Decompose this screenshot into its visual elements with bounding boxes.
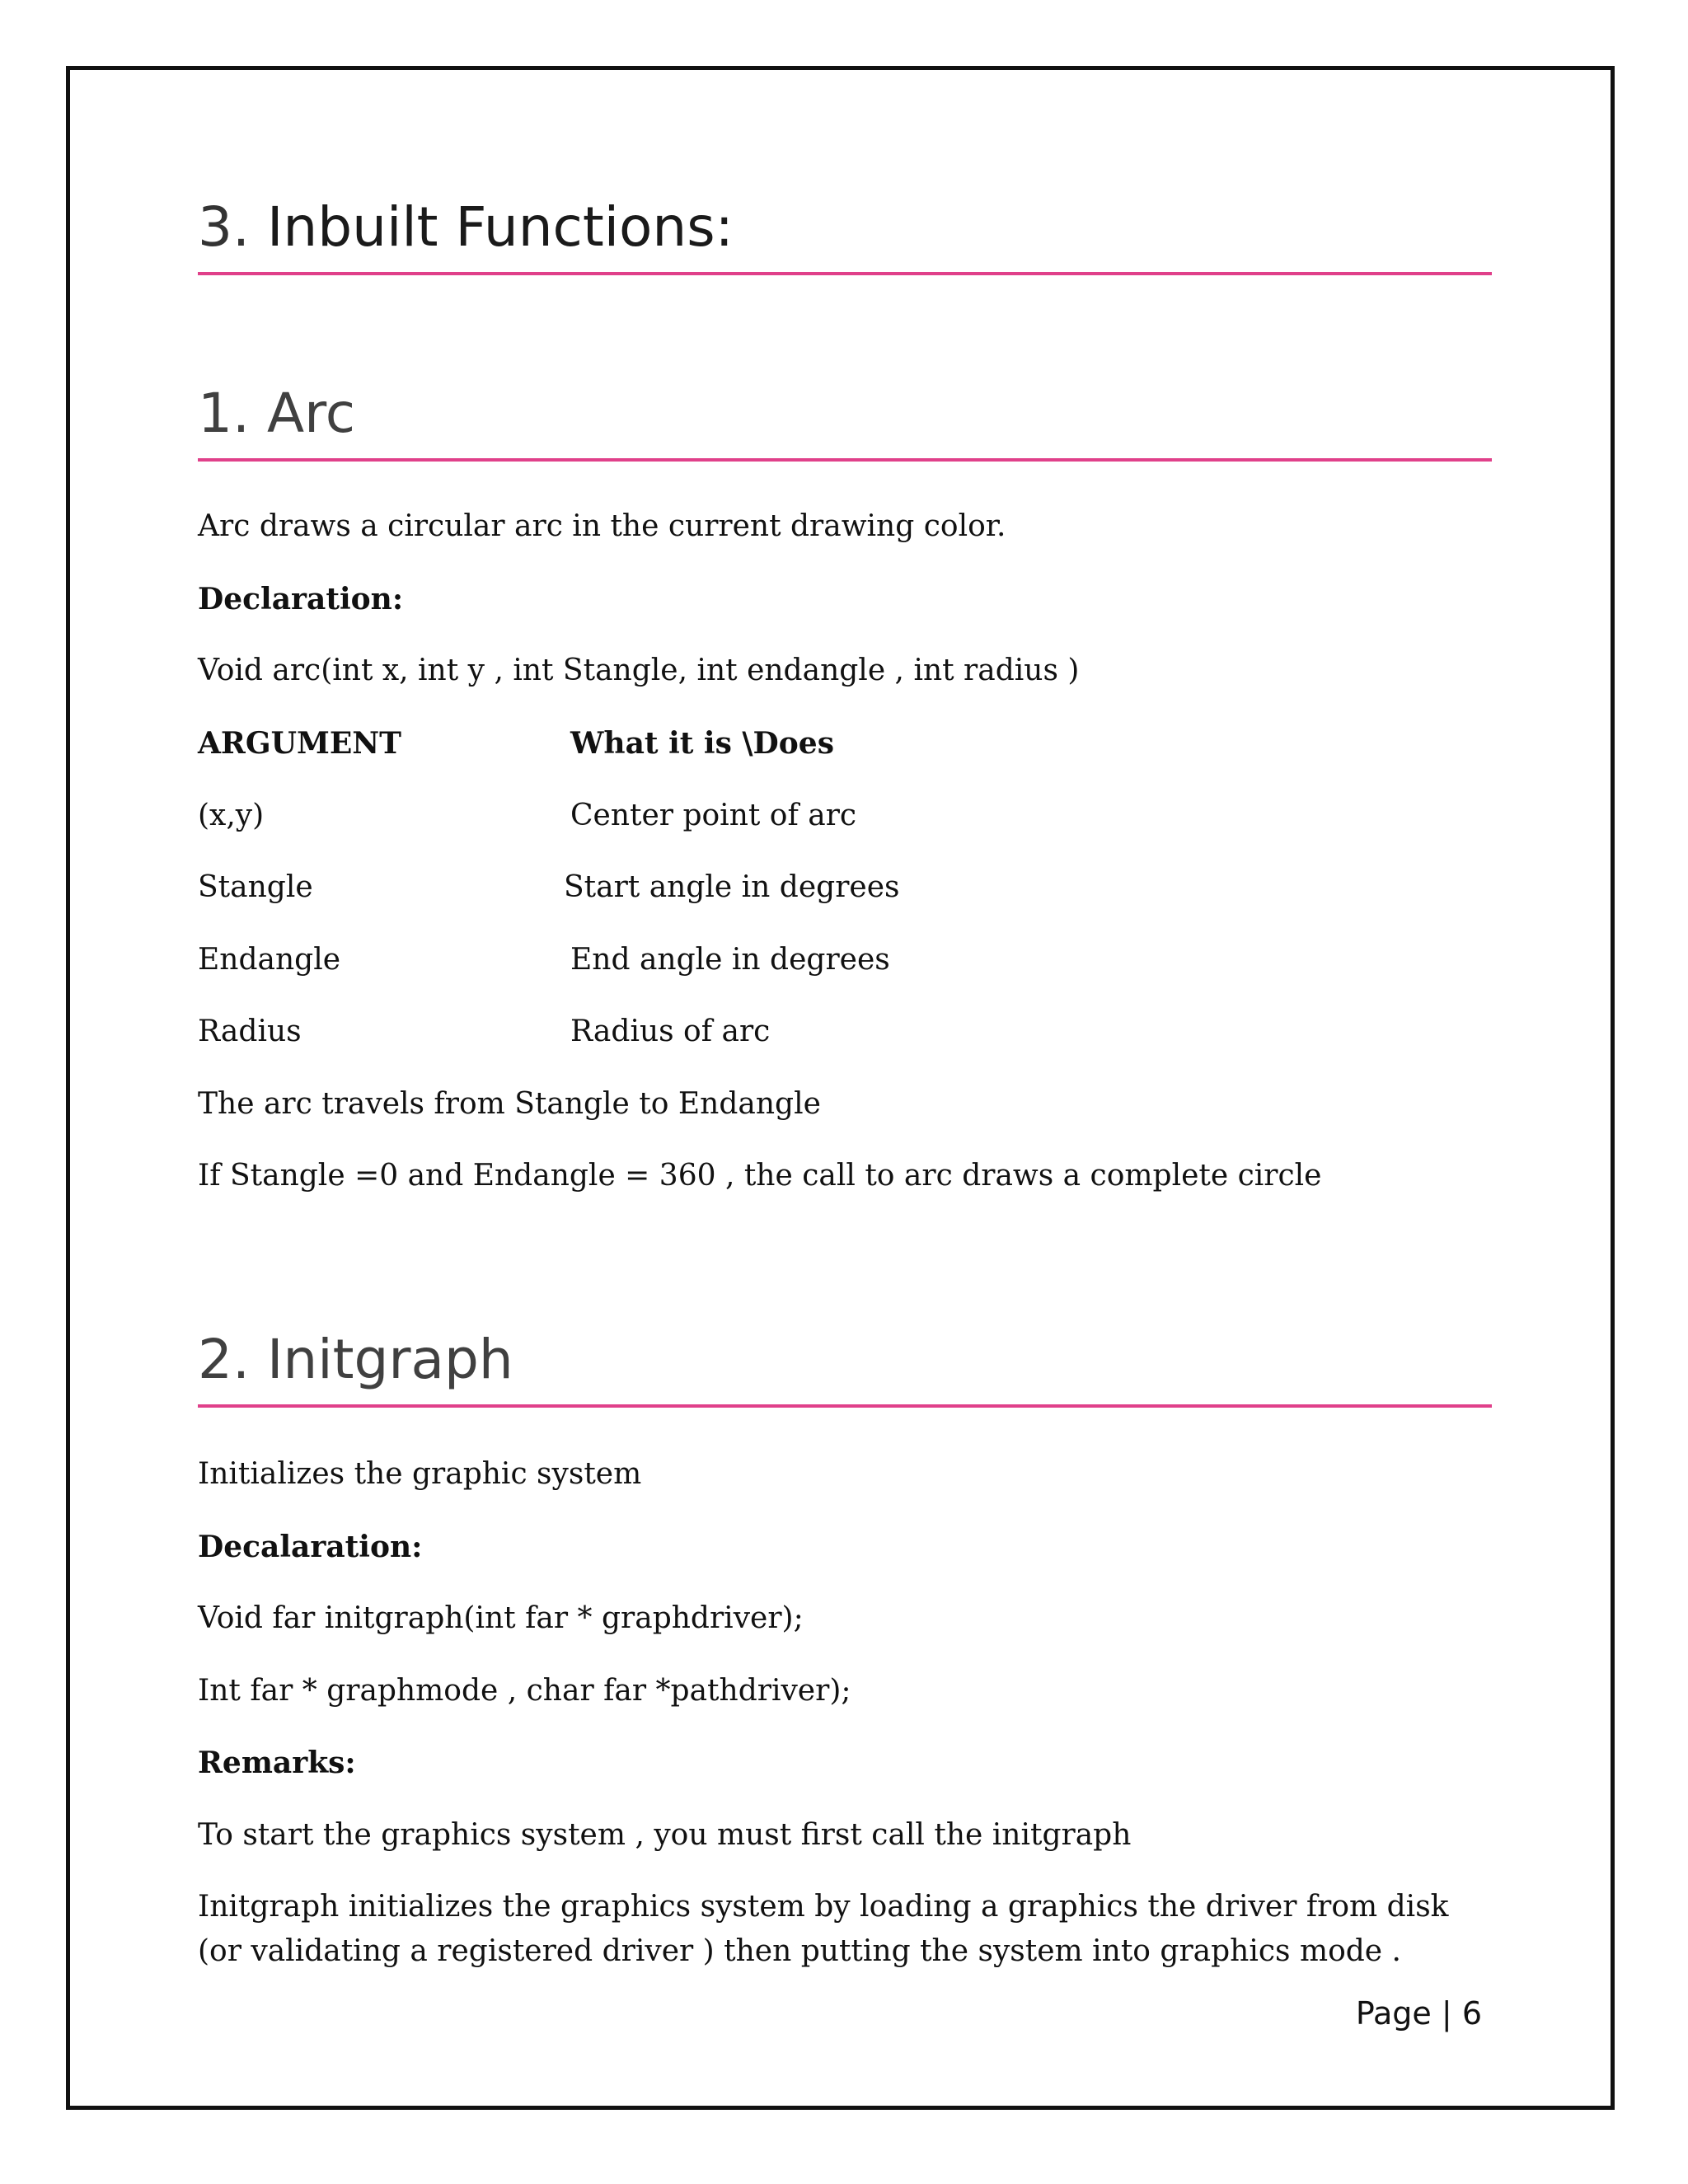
arc-declaration-label: Declaration: [198,582,404,616]
initgraph-heading [198,1327,1492,1408]
table-cell-description: Center point of arc [570,799,857,832]
arc-declaration: Void arc(int x, int y , int Stangle, int endangle , int radius ) [198,654,1080,687]
chapter-number: 3. [198,195,250,259]
table-cell-argument: Radius [198,1015,302,1048]
page-content [198,0,1492,2184]
arc-heading-title: Arc [266,382,356,445]
arc-intro: Arc draws a circular arc in the current drawing color. [198,509,1006,543]
table-cell-description: End angle in degrees [570,943,890,977]
initgraph-heading-title: Initgraph [266,1328,513,1391]
table-header-description: What it is \Does [570,726,834,761]
table-cell-description: Radius of arc [570,1015,771,1048]
page-number: 6 [1461,1995,1482,2032]
table-header-argument: ARGUMENT [198,726,401,761]
arc-note-travel: The arc travels from Stangle to Endangle [198,1087,821,1121]
chapter-title: Inbuilt Functions: [266,195,734,259]
table-cell-argument: Stangle [198,870,313,904]
arc-heading [198,381,1492,462]
page-label: Page [1355,1995,1432,2032]
arc-note-circle: If Stangle =0 and Endangle = 360 , the call to arc draws a complete circle [198,1159,1322,1193]
page-footer [1356,1993,1482,2034]
initgraph-intro: Initializes the graphic system [198,1457,642,1491]
initgraph-declaration-line2: Int far * graphmode , char far *pathdriver); [198,1674,851,1708]
arc-heading-number: 1. [198,382,250,445]
page-separator: | [1441,1995,1452,2032]
initgraph-remark2: Initgraph initializes the graphics system by loading a graphics the driver from disk (or validating a registered driver ) then putting the system into graphics mode . [198,1890,1449,1968]
table-cell-description: Start angle in degrees [564,870,900,904]
initgraph-declaration-label: Decalaration: [198,1530,423,1564]
initgraph-declaration-line1: Void far initgraph(int far * graphdriver); [198,1601,804,1635]
initgraph-heading-number: 2. [198,1328,250,1391]
initgraph-remarks-label: Remarks: [198,1746,356,1780]
table-cell-argument: (x,y) [198,799,265,832]
chapter-heading [198,194,1492,275]
table-cell-argument: Endangle [198,943,341,977]
initgraph-remark1: To start the graphics system , you must first call the initgraph [198,1818,1132,1852]
